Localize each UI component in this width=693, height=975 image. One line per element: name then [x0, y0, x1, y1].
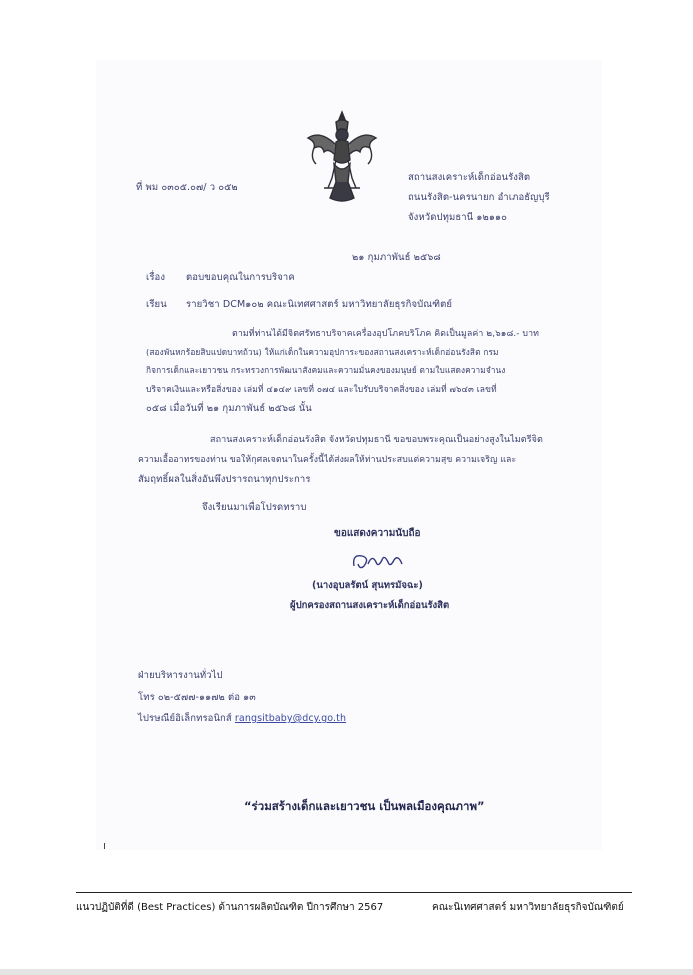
scan-mark	[104, 843, 105, 849]
page-bottom-band	[0, 969, 693, 975]
closing-text: จึงเรียนมาเพื่อโปรดทราบ	[202, 502, 307, 513]
para2-line-1: สถานสงเคราะห์เด็กอ่อนรังสิต จังหวัดปทุมธานี ขอขอบพระคุณเป็นอย่างสูงในไมตรีจิต	[210, 435, 543, 445]
body-line-2: (สองพันหกร้อยสิบแปดบาทถ้วน) ให้แก่เด็กในความอุปการะของสถานสงเคราะห์เด็กอ่อนรังสิต กรม	[146, 347, 499, 357]
reference-number: ที่ พม ๐๓๐๕.๐๗/ ว ๐๕๒	[136, 182, 238, 193]
body-line-3: กิจการเด็กและเยาวชน กระทรวงการพัฒนาสังคมและความมั่นคงของมนุษย์ ตามใบแสดงความจำนง	[146, 365, 506, 375]
footer-divider	[76, 892, 632, 893]
email-link[interactable]: rangsitbaby@dcy.go.th	[234, 713, 347, 724]
footer-right: คณะนิเทศศาสตร์ มหาวิทยาลัยธุรกิจบัณฑิตย์	[432, 902, 624, 913]
recipient-label: เรียน	[146, 299, 167, 310]
department: ฝ่ายบริหารงานทั่วไป	[138, 670, 223, 681]
body-line-5: ๐๕๘ เมื่อวันที่ ๒๑ กุมภาพันธ์ ๒๕๖๘ นั้น	[146, 403, 312, 414]
phone-number: โทร ๐๒-๕๗๗-๑๑๗๒ ต่อ ๑๓	[138, 692, 256, 703]
body-line-4: บริจาคเงินและหรือสิ่งของ เล่มที่ ๔๑๔๙ เลขที่ ๐๗๔ และใบรับบริจาคสิ่งของ เล่มที่ ๗๖๔๓ เลขที่	[146, 385, 497, 395]
para2-line-2: ความเอื้ออาทรของท่าน ขอให้กุศลเจตนาในครั้งนี้ได้ส่งผลให้ท่านประสบแต่ความสุข ความเจริญ และ	[138, 455, 517, 465]
recipient-text: รายวิชา DCM๑๐๒ คณะนิเทศศาสตร์ มหาวิทยาลัยธุรกิจบัณฑิตย์	[186, 299, 453, 310]
email-label: ไปรษณีย์อิเล็กทรอนิกส์	[138, 713, 232, 724]
para2-line-3: สัมฤทธิ์ผลในสิ่งอันพึงปรารถนาทุกประการ	[138, 474, 311, 485]
subject-text: ตอบขอบคุณในการบริจาค	[186, 272, 295, 283]
signatory-title: ผู้ปกครองสถานสงเคราะห์เด็กอ่อนรังสิต	[290, 600, 450, 611]
motto: “ร่วมสร้างเด็กและเยาวชน เป็นพลเมืองคุณภาพ”	[244, 799, 485, 813]
footer-left: แนวปฏิบัติที่ดี (Best Practices) ด้านการผลิตบัณฑิต ปีการศึกษา 2567	[76, 902, 384, 913]
sender-address-line-3: จังหวัดปทุมธานี ๑๒๑๑๐	[408, 212, 508, 223]
garuda-emblem-icon	[302, 108, 382, 206]
subject-label: เรื่อง	[146, 272, 166, 283]
body-line-1: ตามที่ท่านได้มีจิตศรัทธาบริจาคเครื่องอุปโภคบริโภค คิดเป็นมูลค่า ๒,๖๑๘.- บาท	[232, 329, 540, 339]
regards-text: ขอแสดงความนับถือ	[334, 528, 421, 539]
sender-address-line-2: ถนนรังสิต-นครนายก อำเภอธัญบุรี	[408, 192, 550, 203]
handwritten-signature	[350, 548, 408, 574]
letter-date: ๒๑ กุมภาพันธ์ ๒๕๖๘	[352, 252, 441, 263]
sender-address-line-1: สถานสงเคราะห์เด็กอ่อนรังสิต	[408, 172, 531, 183]
email-row	[138, 711, 346, 726]
signatory-name: (นางอุบลรัตน์ สุนทรมัจฉะ)	[312, 580, 423, 591]
